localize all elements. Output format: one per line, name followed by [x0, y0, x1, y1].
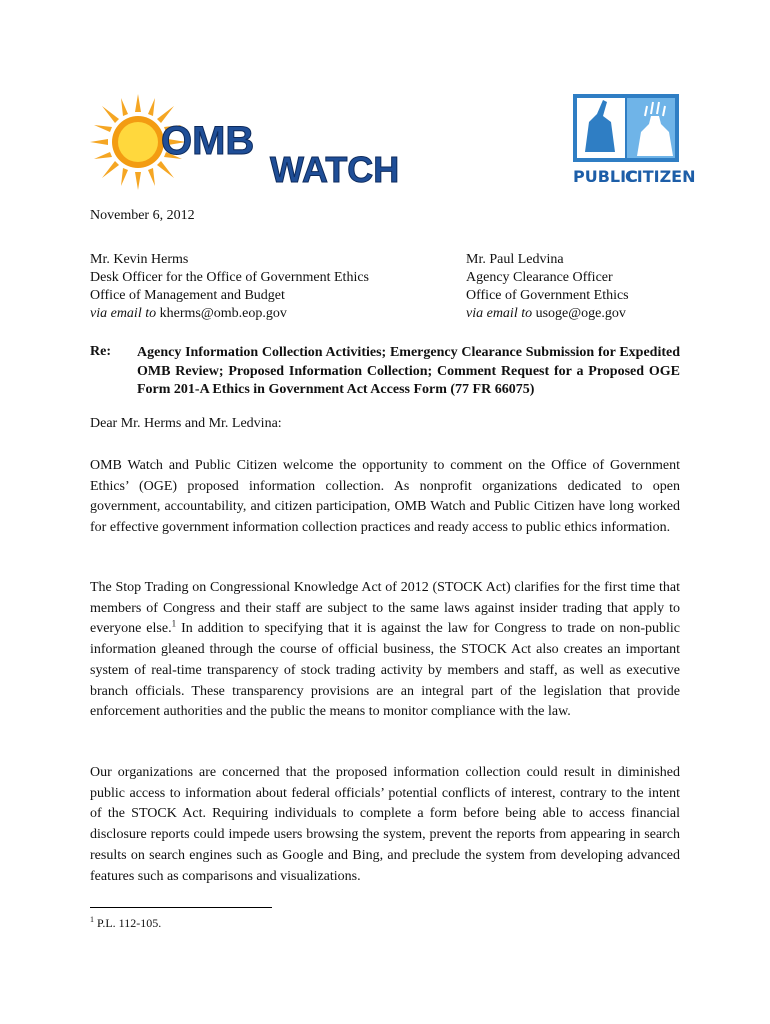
- recipient-title: Desk Officer for the Office of Government Ethics: [90, 270, 369, 285]
- recipient-right-address: [466, 251, 629, 323]
- paragraph-2-text-b: In addition to specifying that it is against the law for Congress to trade on non-public information gleaned through the course of official business, the STOCK Act also creates an important system of real-time transparency of stock trading activity by members and staff, as well as executive branch officials. These transparency provisions are an integral part of the legislation that provide enforcement authorities and the public the means to monitor compliance with the law.: [90, 621, 680, 720]
- body-paragraph-3: Our organizations are concerned that the proposed information collection could result in diminished public access to information about federal officials’ potential conflicts of interest, contrary to the intent of the STOCK Act. Requiring individuals to complete a form before being able to access financial disclosure reports could impede users browsing the system, prevent the reports from appearing in search results on search engines such as Google and Bing, and preclude the system from developing advanced features such as comparisons and visualizations.: [90, 765, 680, 884]
- via-email-label: via email to: [90, 306, 157, 321]
- footnote-text: P.L. 112-105.: [97, 916, 162, 930]
- omb-logo-text: OMB: [161, 119, 255, 163]
- letter-date: November 6, 2012: [90, 208, 195, 223]
- footnote-divider: [90, 907, 272, 908]
- via-email-label: via email to: [466, 306, 533, 321]
- recipient-left-address: [90, 251, 369, 323]
- paragraph-2-text-a: The Stop Trading on Congressional Knowledge Act of 2012 (STOCK Act) clarifies for the first time that members of Congress and their staff are subject to the same laws against insider trading that apply to everyone else.: [90, 580, 680, 637]
- subject-line: Agency Information Collection Activities; Emergency Clearance Submission for Expedited OMB Review; Proposed Information Collection; Comment Request for a Proposed OGE Form 201-A Ethics in Government Act Access Form (77 FR 66075): [137, 345, 680, 397]
- footnote-number: 1: [90, 915, 94, 924]
- recipient-org: Office of Government Ethics: [466, 288, 629, 303]
- statue-of-liberty-icon: [573, 94, 679, 162]
- public-logo-text: PUBLIC: [573, 167, 638, 186]
- footnote: [90, 915, 161, 931]
- recipient-title: Agency Clearance Officer: [466, 270, 613, 285]
- citizen-logo-text: CITIZEN: [625, 167, 696, 186]
- body-paragraph-2: [90, 578, 680, 723]
- recipient-email-line: [90, 305, 369, 323]
- watch-logo-text: WATCH: [270, 149, 400, 190]
- footnote-reference: 1: [171, 618, 177, 629]
- re-label: Re:: [90, 344, 111, 359]
- recipient-email: kherms@omb.eop.gov: [159, 306, 287, 321]
- recipient-org: Office of Management and Budget: [90, 288, 285, 303]
- recipient-email: usoge@oge.gov: [535, 306, 626, 321]
- body-paragraph-1: OMB Watch and Public Citizen welcome the opportunity to comment on the Office of Government Ethics’ (OGE) proposed information collection. As nonprofit organizations dedicated to open government, accountability, and citizen participation, OMB Watch and Public Citizen have long worked for effective government information collection practices and ready access to public ethics information.: [90, 458, 680, 536]
- recipient-name: Mr. Kevin Herms: [90, 252, 189, 267]
- omb-watch-logo: [88, 92, 433, 192]
- recipient-email-line: [466, 305, 629, 323]
- public-citizen-logo: [567, 92, 696, 186]
- recipient-name: Mr. Paul Ledvina: [466, 252, 564, 267]
- salutation: Dear Mr. Herms and Mr. Ledvina:: [90, 416, 282, 431]
